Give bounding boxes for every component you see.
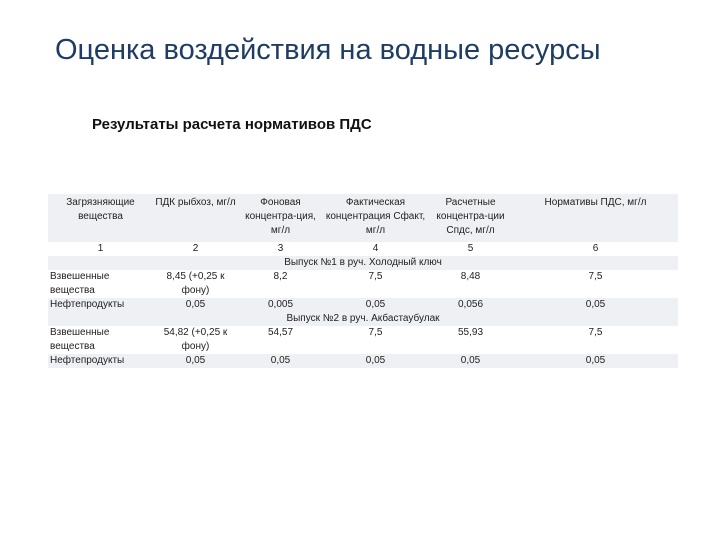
col-number: 5 (467, 243, 474, 254)
pds-results-table (48, 194, 678, 368)
table-subtitle: Результаты расчета нормативов ПДС (92, 116, 372, 133)
cell-norm: 0,05 (585, 299, 606, 310)
cell-background: 54,57 (267, 327, 294, 338)
cell-actual: 7,5 (368, 271, 383, 282)
section-row (48, 256, 678, 270)
table-row (48, 270, 678, 298)
cell-actual: 0,05 (365, 355, 386, 366)
cell-pdk: 54,82 (+0,25 к фону) (163, 327, 228, 352)
cell-calculated: 0,05 (460, 355, 481, 366)
cell-background: 0,005 (267, 299, 294, 310)
cell-calculated: 55,93 (457, 327, 484, 338)
column-number-row (48, 242, 678, 256)
cell-norm: 7,5 (588, 271, 603, 282)
table-row (48, 326, 678, 354)
cell-actual: 0,05 (365, 299, 386, 310)
cell-pdk: 8,45 (+0,25 к фону) (166, 271, 225, 296)
col-number: 6 (592, 243, 599, 254)
col-number: 1 (97, 243, 104, 254)
slide-title: Оценка воздействия на водные ресурсы (55, 34, 601, 66)
header-calculated: Расчетные концентра-ции Спдс, мг/л (436, 197, 505, 236)
table-header-row (48, 194, 678, 242)
header-substance: Загрязняющие вещества (66, 197, 135, 222)
section-row (48, 312, 678, 326)
header-actual: Фактическая концентрация Сфакт, мг/л (325, 197, 426, 236)
cell-substance: Нефтепродукты (50, 355, 125, 366)
cell-norm: 7,5 (588, 327, 603, 338)
cell-calculated: 0,056 (457, 299, 484, 310)
cell-substance: Нефтепродукты (50, 299, 125, 310)
cell-background: 8,2 (273, 271, 288, 282)
section-title-2: Выпуск №2 в руч. Акбастаубулак (286, 313, 440, 324)
table-row (48, 298, 678, 312)
header-background: Фоновая концентра-ция, мг/л (245, 197, 316, 236)
cell-calculated: 8,48 (460, 271, 481, 282)
cell-background: 0,05 (270, 355, 291, 366)
cell-substance: Взвешенные вещества (50, 327, 110, 352)
header-norm: Нормативы ПДС, мг/л (544, 197, 647, 208)
section-title-1: Выпуск №1 в руч. Холодный ключ (284, 257, 442, 268)
header-pdk: ПДК рыбхоз, мг/л (155, 197, 236, 208)
col-number: 2 (192, 243, 199, 254)
cell-pdk: 0,05 (185, 299, 206, 310)
cell-substance: Взвешенные вещества (50, 271, 110, 296)
cell-norm: 0,05 (585, 355, 606, 366)
cell-pdk: 0,05 (185, 355, 206, 366)
col-number: 3 (277, 243, 284, 254)
table-row (48, 354, 678, 368)
col-number: 4 (372, 243, 379, 254)
cell-actual: 7,5 (368, 327, 383, 338)
